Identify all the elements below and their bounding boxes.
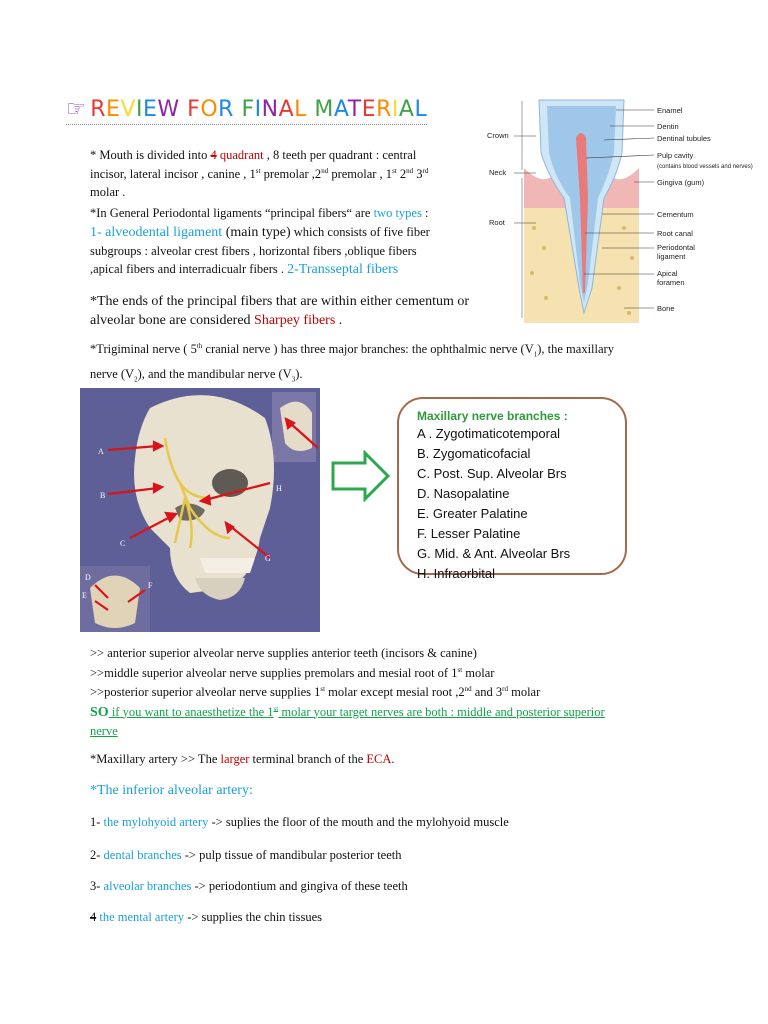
artery-description: -> pulp tissue of mandibular posterior teeth [181, 848, 402, 862]
artery-name: dental branches [103, 848, 182, 862]
title-letter: E [143, 97, 158, 122]
item-number: 1- [90, 815, 104, 829]
nerve-supply-section: >> anterior superior alveolar nerve supplies anterior teeth (incisors & canine) >>middle superior alveolar nerve supplies premolars and mesial root of 1st molar >>posterior superior alveolar nerve supplies 1st molar except mesial root ,2nd and 3rd molar SO if you want to anaesthetize the 1st molar your target nerves are both : middle and posterior superior nerve [90, 646, 605, 738]
item-number: 3- [90, 879, 104, 893]
title-letter: F [241, 97, 255, 122]
title-text [90, 97, 427, 122]
title-letter: R [376, 97, 392, 122]
title-letter: N [261, 97, 279, 122]
title-letter: A [278, 97, 295, 122]
title-letter: T [347, 97, 362, 122]
arrow-right-icon [330, 450, 392, 502]
skull-label-g: G [265, 554, 271, 563]
title-letter: I [254, 97, 262, 122]
tooth-label-pulp: Pulp cavity [657, 151, 694, 160]
item-number: 2- [90, 848, 104, 862]
title-letter: E [361, 97, 377, 122]
title-letter: I [391, 97, 399, 122]
item-number: 4 [90, 910, 97, 924]
skull-label-c: C [120, 539, 126, 548]
title-letter: R [90, 97, 107, 122]
skull-image [80, 388, 320, 632]
maxillary-nerve-box [397, 397, 627, 581]
title-letter: R [218, 97, 234, 122]
title-letter: M [314, 97, 334, 122]
title-letter: I [136, 97, 143, 122]
tooth-label-cementum: Cementum [657, 210, 694, 219]
inferior-artery-item [90, 846, 402, 865]
nerve-branch-item: B. Zygomaticofacial [417, 446, 531, 461]
para-quadrants: * Mouth is divided into 4 quadrant , 8 teeth per quadrant : central incisor, lateral incisor , canine , 1st premolar ,2nd premolar , 1st 2nd 3rd molar . [90, 148, 429, 199]
inferior-artery-item [90, 877, 408, 896]
title-letter: O [200, 97, 219, 122]
title-letter: W [157, 97, 180, 122]
tooth-label-pulp-note: (contains blood vessels and nerves) [657, 164, 753, 170]
para-periodontal: *In General Periodontal ligaments “principal fibers“ are two types : 1- alveodental ligament (main type) which consists of five fiber subgroups : alveolar crest fibers , horizontal fibers ,oblique fibers ,apical fibers and interradicualr fibers . 2-Transseptal fibers [90, 206, 430, 277]
tooth-label-root: Root [489, 218, 505, 227]
tooth-label-bone: Bone [657, 304, 675, 313]
inferior-alveolar-heading: *The inferior alveolar artery: [90, 783, 253, 798]
title-letter: L [294, 97, 307, 122]
title-letter: F [187, 97, 201, 122]
tooth-diagram [484, 98, 768, 328]
skull-label-h: H [276, 484, 282, 493]
tooth-label-gingiva: Gingiva (gum) [657, 178, 705, 187]
page-title [66, 97, 427, 125]
artery-name: the mylohyoid artery [103, 815, 209, 829]
nerve-branch-item: E. Greater Palatine [417, 506, 528, 521]
nerve-branch-item: C. Post. Sup. Alveolar Brs [417, 466, 567, 481]
nerve-branch-item: G. Mid. & Ant. Alveolar Brs [417, 546, 571, 561]
nerve-branch-item: A . Zygotimaticotemporal [417, 426, 561, 441]
skull-label-e: E [82, 591, 87, 600]
skull-label-b: B [100, 491, 106, 500]
skull-label-f: F [148, 581, 153, 590]
tooth-label-tubules: Dentinal tubules [657, 134, 711, 143]
nerve-branch-item: D. Nasopalatine [417, 486, 510, 501]
tooth-label-dentin: Dentin [657, 122, 679, 131]
artery-description: -> periodontium and gingiva of these teeth [191, 879, 408, 893]
artery-name: alveolar branches [103, 879, 192, 893]
inferior-artery-item [90, 813, 509, 832]
artery-description: -> supplies the chin tissues [184, 910, 323, 924]
artery-name: the mental artery [96, 910, 185, 924]
tooth-label-periodontal: Periodontal [657, 243, 695, 252]
tooth-label-enamel: Enamel [657, 106, 683, 115]
title-letter: V [120, 97, 136, 122]
tooth-label-apical: Apical [657, 269, 678, 278]
tooth-label-neck: Neck [489, 168, 507, 177]
tooth-label-foramen: foramen [657, 278, 685, 287]
tooth-label-crown: Crown [487, 131, 509, 140]
nerve-box-title: Maxillary nerve branches : [417, 409, 568, 423]
nerve-branch-item: H. Infraorbital [417, 566, 496, 581]
maxillary-artery-line: *Maxillary artery >> The larger terminal branch of the ECA. [90, 752, 395, 766]
title-letter: L [414, 97, 428, 122]
skull-label-a: A [98, 447, 104, 456]
title-letter: A [333, 97, 348, 122]
pointing-hand-icon: ☞ [66, 97, 87, 122]
tooth-label-root-canal: Root canal [657, 229, 693, 238]
nerve-branch-item: F. Lesser Palatine [417, 526, 521, 541]
para-sharpey: *The ends of the principal fibers that are within either cementum or alveolar bone are considered Sharpey fibers . [90, 294, 470, 328]
tooth-label-ligament: ligament [657, 252, 686, 261]
skull-label-d: D [85, 573, 91, 582]
artery-description: -> suplies the floor of the mouth and the mylohyoid muscle [208, 815, 509, 829]
nerve-branch-list [417, 424, 570, 584]
para-trigeminal: *Trigiminal nerve ( 5th cranial nerve ) has three major branches: the ophthalmic nerve $(V_1)$, the maxillary nerve $(V_2)$, and the mandibular nerve $(V_3)$. [90, 341, 614, 383]
title-letter: E [106, 97, 121, 122]
inferior-artery-item [90, 908, 322, 927]
title-letter: A [398, 97, 415, 122]
